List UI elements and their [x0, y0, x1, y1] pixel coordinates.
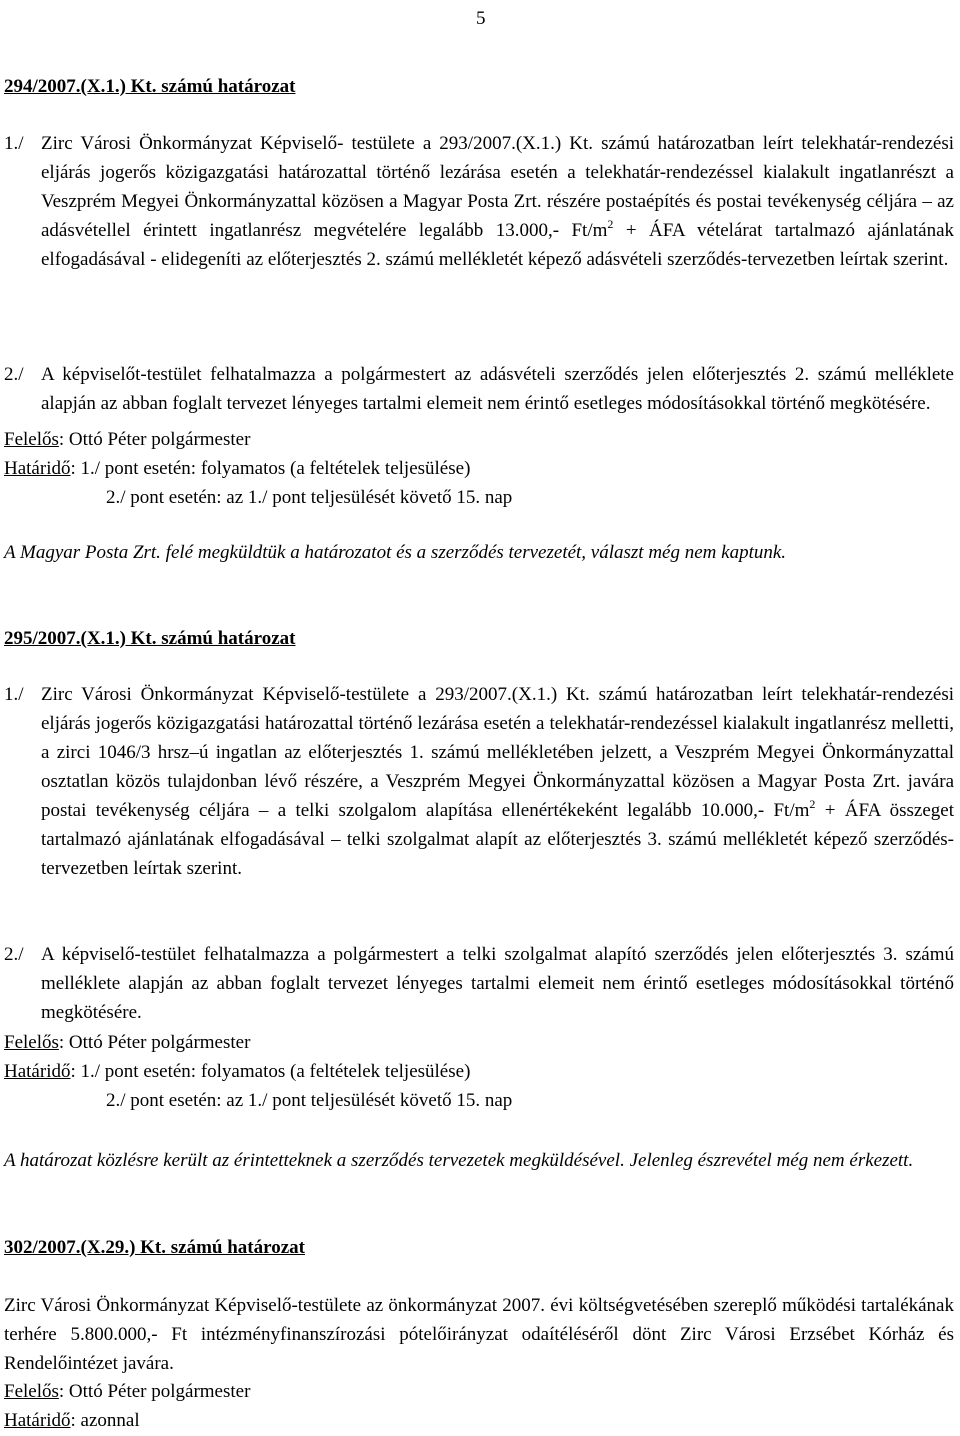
point-text: A képviselő-testület felhatalmazza a polgármestert a telki szolgalmat alapító szerződés jelen előterjesztés 3. számú melléklete alapján az abban foglalt tervezet lényeges tartalmi elemeit nem érintő esetleges módosításokkal történő megkötésére.	[41, 944, 954, 1023]
point-number: 1./	[4, 684, 24, 705]
resolution-302-body: Zirc Városi Önkormányzat Képviselő-testülete az önkormányzat 2007. évi költségvetésében szereplő működési tartalékának terhére 5.800.000,- Ft intézményfinanszírozási pótelőirányzat odaítéléséről dönt Zirc Városi Erzsébet Kórház és Rendelőintézet javára.	[4, 1295, 954, 1374]
deadline-value: : azonnal	[70, 1410, 140, 1431]
responsible-label: Felelős	[4, 1381, 59, 1402]
page-number: 5	[476, 8, 486, 29]
resolution-title-294	[4, 72, 954, 101]
point-text-main: Zirc Városi Önkormányzat Képviselő-testülete a 293/2007.(X.1.) Kt. számú határozatban leírt telekhatár-rendezési eljárás jogerős közigazgatási határozattal történő lezárása esetén a telekhatár-rendezéssel kialakult ingatlanrész melletti, a zirci 1046/3 hrsz–ú ingatlan az előterjesztés 1. számú mellékletében jelzett, a Veszprém Megyei Önkormányzattal osztatlan közös tulajdonban lévő részére, a Veszprém Megyei Önkormányzattal közösen a Magyar Posta Zrt. javára postai tevékenység céljára – a telki szolgalom alapítása ellenértékeként legalább 10.000,- Ft/m	[41, 684, 954, 821]
resolution-number: 302/2007.(X.29.) Kt.	[4, 1237, 167, 1258]
superscript: 2	[809, 797, 816, 811]
point-text-tail: + ÁFA összeget tartalmazó ajánlatának elfogadásával – telki szolgalmat alapít az előterjesztés 3. számú mellékletét képező szerződés-tervezetben leírtak szerint.	[41, 800, 954, 879]
resolution-number: 294/2007.(X.1.) Kt.	[4, 76, 157, 97]
point-number: 2./	[4, 944, 24, 965]
responsible-line	[4, 1377, 954, 1406]
point-number: 1./	[4, 133, 24, 154]
point-text	[41, 129, 954, 274]
superscript: 2	[607, 217, 614, 231]
resolution-title-suffix: számú határozat	[166, 1237, 305, 1258]
deadline-label: Határidő	[4, 458, 71, 479]
point-text: A képviselőt-testület felhatalmazza a polgármestert az adásvételi szerződés jelen előterjesztés 2. számú melléklete alapján az abban foglalt tervezet lényeges tartalmi elemeit nem érintő esetleges módosításokkal történő megkötésére.	[41, 364, 954, 414]
status-note: A Magyar Posta Zrt. felé megküldtük a határozatot és a szerződés tervezetét, választ még nem kaptunk.	[4, 542, 787, 563]
status-note: A határozat közlésre került az érintetteknek a szerződés tervezetek megküldésével. Jelenleg észrevétel még nem érkezett.	[4, 1150, 914, 1171]
deadline-line	[4, 454, 954, 483]
responsible-value: : Ottó Péter polgármester	[58, 1032, 251, 1053]
resolution-title-suffix: számú határozat	[156, 628, 296, 649]
deadline-line	[4, 1406, 954, 1435]
point-text-main: Zirc Városi Önkormányzat Képviselő- testülete a 293/2007.(X.1.) Kt. számú határozatban leírt telekhatár-rendezési eljárás jogerős közigazgatási határozattal történő lezárása esetén a telekhatár-rendezéssel kialakult ingatlanrészt a Veszprém Megyei Önkormányzattal közösen a Magyar Posta Zrt. részére postaépítés és postai tevékenység céljára – az adásvétellel érintett ingatlanrész megvételére legalább 13.000,- Ft/m	[41, 133, 954, 241]
deadline-label: Határidő	[4, 1410, 71, 1431]
deadline-value: : 1./ pont esetén: folyamatos (a feltételek teljesülése)	[70, 1061, 471, 1082]
deadline-line-2: 2./ pont esetén: az 1./ pont teljesülését követő 15. nap	[106, 487, 513, 508]
point-text	[41, 680, 954, 883]
responsible-label: Felelős	[4, 1032, 59, 1053]
resolution-number: 295/2007.(X.1.) Kt.	[4, 628, 157, 649]
resolution-title-295	[4, 624, 954, 653]
responsible-line	[4, 1028, 954, 1057]
responsible-value: : Ottó Péter polgármester	[58, 429, 251, 450]
deadline-label: Határidő	[4, 1061, 71, 1082]
responsible-line	[4, 425, 954, 454]
responsible-label: Felelős	[4, 429, 59, 450]
deadline-line	[4, 1057, 954, 1086]
resolution-294-point-2	[4, 360, 954, 418]
resolution-title-302	[4, 1233, 954, 1262]
resolution-295-point-1	[4, 680, 954, 883]
deadline-line-2: 2./ pont esetén: az 1./ pont teljesülését követő 15. nap	[106, 1090, 513, 1111]
responsible-value: : Ottó Péter polgármester	[58, 1381, 251, 1402]
deadline-value: : 1./ pont esetén: folyamatos (a feltételek teljesülése)	[70, 458, 471, 479]
resolution-295-point-2	[4, 940, 954, 1027]
resolution-title-suffix: számú határozat	[156, 76, 296, 97]
resolution-294-point-1	[4, 129, 954, 274]
point-text-tail: + ÁFA vételárat tartalmazó ajánlatának elfogadásával - elidegeníti az előterjesztés 2. számú mellékletét képező adásvételi szerződés-tervezetben leírtak szerint.	[41, 220, 954, 270]
point-number: 2./	[4, 364, 24, 385]
